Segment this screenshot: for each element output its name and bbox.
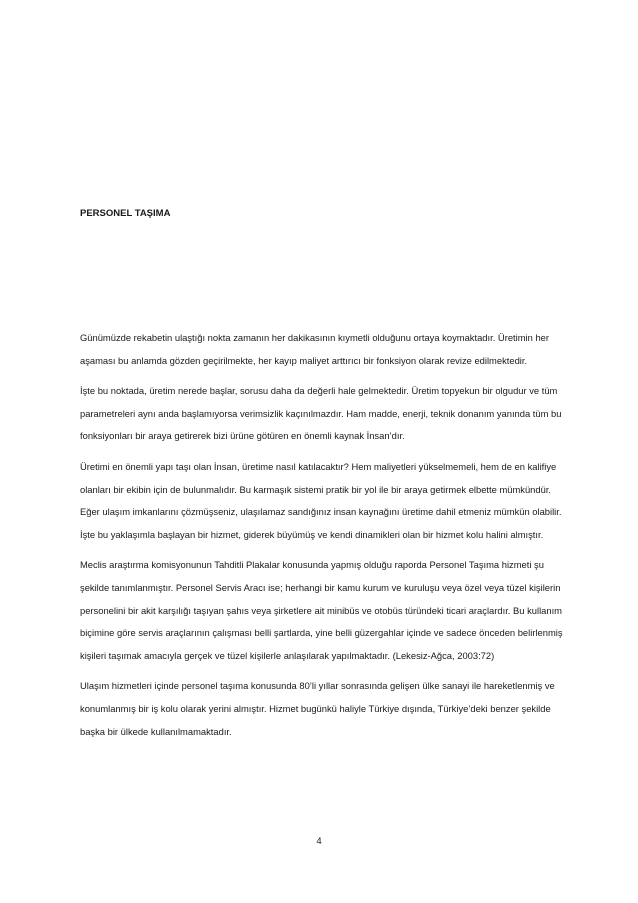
- section-heading: PERSONEL TAŞIMA: [80, 208, 171, 219]
- document-body: [80, 327, 568, 751]
- paragraph: Günümüzde rekabetin ulaştığı nokta zamanın her dakikasının kıymetli olduğunu ortaya koymaktadır. Üretimin her aşaması bu anlamda gözden geçirilmekte, her kayıp maliyet arttırıcı bir fonksiyon olarak revize edilmektedir.: [80, 332, 549, 366]
- paragraph: Meclis araştırma komisyonunun Tahditli Plakalar konusunda yapmış olduğu raporda Personel Taşıma hizmeti şu şekilde tanımlanmıştır. Personel Servis Aracı ise; herhangi bir kamu kurum ve kuruluşu veya özel veya tüzel kişilerin personelini bir akit karşılığı taşıyan şahıs veya şirketlere ait minibüs ve otobüs türündeki ticari araçlardır. Bu kullanım biçimine göre servis araçlarının çalışması belli şartlarda, yine belli güzergahlar içinde ve sadece önceden belirlenmiş kişileri taşımak amacıyla gerçek ve tüzel kişilerle anlaşılarak yapılmaktadır. (Lekesiz-Ağca, 2003:72): [80, 559, 563, 661]
- paragraph: İşte bu noktada, üretim nerede başlar, sorusu daha da değerli hale gelmektedir. Üretim topyekun bir olgudur ve tüm parametreleri aynı anda başlamıyorsa verimsizlik kaçınılmazdır. Ham madde, enerji, teknik donanım yanında tüm bu fonksiyonları bir araya getirerek bizi ürüne götüren en önemli kaynak İnsan’dır.: [80, 385, 562, 442]
- paragraph: Üretimi en önemli yapı taşı olan İnsan, üretime nasıl katılacaktır? Hem maliyetleri yükselmemeli, hem de en kalifiye olanları bir ekibin için de bulunmalıdır. Bu karmaşık sistemi pratik bir yol ile bir araya getirmek elbette mümkündür. Eğer ulaşım imkanlarını çözmüşseniz, ulaşılamaz sandığınız insan kaynağını üretime dahil etmeniz mümkün olabilir. İşte bu yaklaşımla başlayan bir hizmet, giderek büyümüş ve kendi dinamikleri olan bir hizmet kolu halini almıştır.: [80, 460, 562, 540]
- page-number: 4: [316, 836, 322, 847]
- paragraph: Ulaşım hizmetleri içinde personel taşıma konusunda 80’li yıllar sonrasında gelişen ülke sanayi ile hareketlenmiş ve konumlanmış bir iş kolu olarak yerini almıştır. Hizmet bugünkü haliyle Türkiye dışında, Türkiye’deki benzer şekilde başka bir ülkede kullanılmamaktadır.: [80, 680, 555, 737]
